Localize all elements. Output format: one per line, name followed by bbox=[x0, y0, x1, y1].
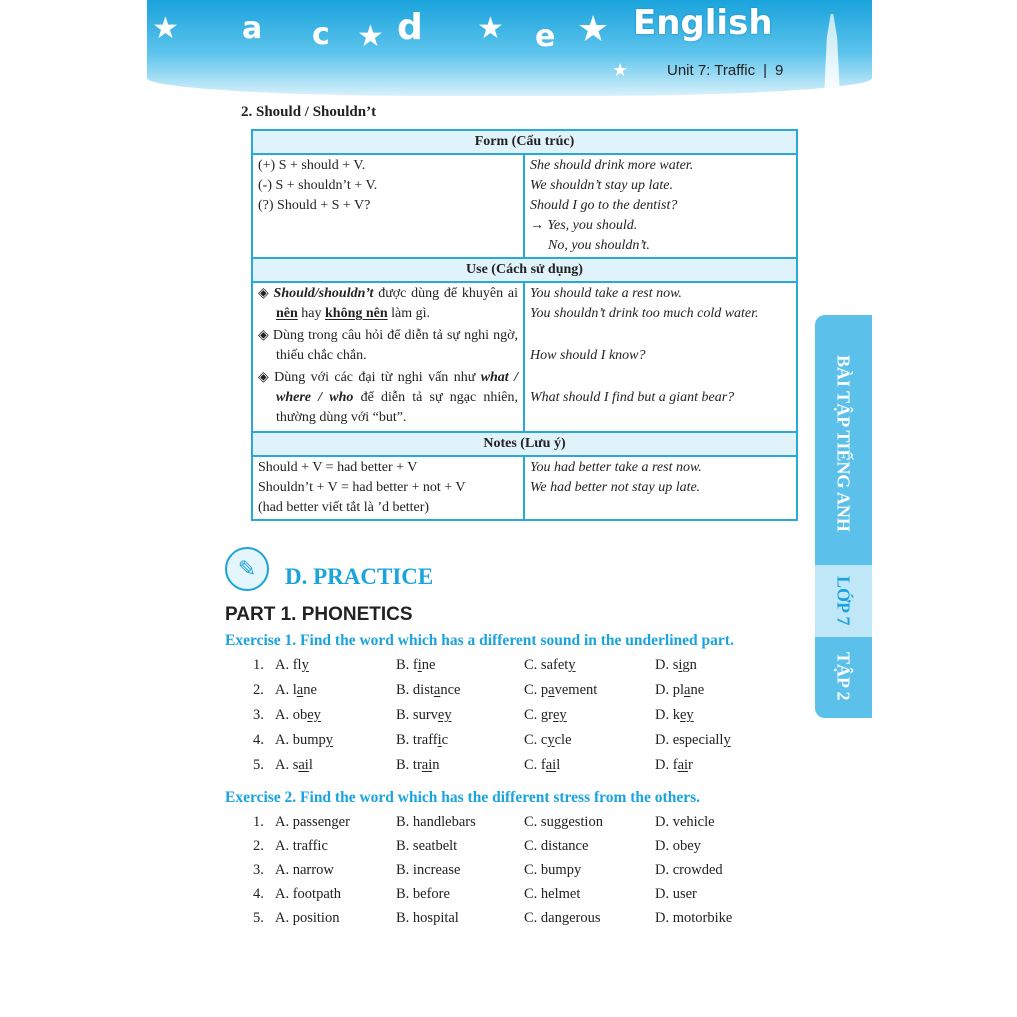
example: We had better not stay up late. bbox=[530, 480, 701, 495]
example: How should I know? bbox=[530, 348, 646, 363]
exercise1-title: Exercise 1. Find the word which has a different sound in the underlined part. bbox=[225, 632, 734, 649]
practice-heading bbox=[225, 547, 800, 591]
option-b: B. before bbox=[396, 886, 450, 902]
option-b: B. increase bbox=[396, 862, 461, 878]
page-number: 9 bbox=[775, 62, 784, 79]
option-b: B. distance bbox=[396, 682, 461, 698]
option-b: B. survey bbox=[396, 707, 452, 723]
option-c: C. fail bbox=[524, 757, 561, 773]
option-c: C. distance bbox=[524, 838, 589, 854]
exercise-item bbox=[253, 730, 800, 755]
option-d: D. user bbox=[655, 886, 697, 902]
option-d: D. crowded bbox=[655, 862, 723, 878]
item-number: 2. bbox=[253, 682, 264, 698]
tower-icon bbox=[819, 14, 845, 94]
side-tab-grade: LỚP 7 bbox=[833, 576, 854, 626]
banner-letter: c bbox=[312, 17, 330, 52]
note-line: Should + V = had better + V bbox=[258, 460, 418, 475]
item-number: 1. bbox=[253, 814, 264, 830]
option-a: A. obey bbox=[275, 707, 321, 723]
exercise-item bbox=[253, 680, 800, 705]
notes-examples bbox=[524, 456, 797, 520]
example: You shouldn’t drink too much cold water. bbox=[530, 306, 759, 321]
banner-letter: e bbox=[535, 19, 556, 54]
notes-rules bbox=[252, 456, 524, 520]
star-icon: ★ bbox=[152, 11, 179, 46]
item-number: 2. bbox=[253, 838, 264, 854]
option-d: D. especially bbox=[655, 732, 731, 748]
option-a: A. bumpy bbox=[275, 732, 333, 748]
example: No, you shouldn’t. bbox=[548, 238, 650, 253]
exercise-item bbox=[253, 655, 800, 680]
use-item: ◈ Dùng trong câu hỏi để diễn tả sự nghi ngờ, thiếu chắc chắn. bbox=[258, 328, 518, 363]
practice-title: D. PRACTICE bbox=[285, 564, 434, 589]
side-tab-volume: TẬP 2 bbox=[833, 651, 854, 701]
option-a: A. traffic bbox=[275, 838, 328, 854]
option-d: D. vehicle bbox=[655, 814, 715, 830]
item-number: 5. bbox=[253, 910, 264, 926]
option-c: C. grey bbox=[524, 707, 567, 723]
option-c: C. suggestion bbox=[524, 814, 603, 830]
item-number: 4. bbox=[253, 886, 264, 902]
unit-title: Unit 7: Traffic bbox=[667, 62, 756, 79]
option-a: A. position bbox=[275, 910, 340, 926]
option-b: B. fine bbox=[396, 657, 436, 673]
option-d: D. obey bbox=[655, 838, 701, 854]
option-a: A. narrow bbox=[275, 862, 334, 878]
option-a: A. fly bbox=[275, 657, 309, 673]
item-number: 3. bbox=[253, 707, 264, 723]
example: She should drink more water. bbox=[530, 158, 694, 173]
grammar-table bbox=[251, 129, 798, 521]
example: You should take a rest now. bbox=[530, 286, 682, 301]
exercise-item bbox=[253, 860, 800, 884]
item-number: 4. bbox=[253, 732, 264, 748]
notes-header: Notes (Lưu ý) bbox=[252, 432, 797, 456]
option-c: C. dangerous bbox=[524, 910, 601, 926]
option-c: C. cycle bbox=[524, 732, 572, 748]
side-tab bbox=[815, 315, 872, 718]
use-examples bbox=[524, 282, 797, 432]
use-descriptions bbox=[252, 282, 524, 432]
form-line: (-) S + shouldn’t + V. bbox=[258, 178, 378, 193]
part-title: PART 1. PHONETICS bbox=[225, 604, 413, 625]
option-a: A. footpath bbox=[275, 886, 342, 902]
option-b: B. seatbelt bbox=[396, 838, 458, 854]
option-c: C. pavement bbox=[524, 682, 598, 698]
example: What should I find but a giant bear? bbox=[530, 390, 735, 405]
banner-letter: a bbox=[242, 11, 263, 46]
option-b: B. train bbox=[396, 757, 440, 773]
section-title: 2. Should / Shouldn’t bbox=[241, 104, 377, 120]
note-line: (had better viết tắt là ’d better) bbox=[258, 500, 430, 515]
exercise2-title: Exercise 2. Find the word which has the different stress from the others. bbox=[225, 789, 701, 806]
form-structures bbox=[252, 154, 524, 258]
form-line: (?) Should + S + V? bbox=[258, 198, 371, 213]
exercise-item bbox=[253, 836, 800, 860]
star-icon: ★ bbox=[477, 11, 504, 46]
star-icon: ★ bbox=[357, 19, 384, 54]
star-icon: ★ bbox=[612, 60, 629, 81]
option-c: C. helmet bbox=[524, 886, 581, 902]
running-header: Unit 7: Traffic | 9 bbox=[667, 62, 784, 79]
option-b: B. hospital bbox=[396, 910, 459, 926]
brand-title: English bbox=[633, 3, 773, 43]
option-d: D. plane bbox=[655, 682, 705, 698]
option-d: D. fair bbox=[655, 757, 693, 773]
example: Should I go to the dentist? bbox=[530, 198, 678, 213]
form-examples bbox=[524, 154, 797, 258]
notepad-pencil-icon: ✎ bbox=[225, 547, 269, 591]
content-column bbox=[225, 103, 800, 932]
item-number: 1. bbox=[253, 657, 264, 673]
option-b: B. handlebars bbox=[396, 814, 476, 830]
item-number: 5. bbox=[253, 757, 264, 773]
option-d: D. sign bbox=[655, 657, 697, 673]
header-banner bbox=[147, 0, 872, 96]
exercise1-list bbox=[253, 655, 800, 780]
option-a: A. sail bbox=[275, 757, 313, 773]
use-item: ◈ Should/shouldn’t được dùng để khuyên ai nên hay không nên làm gì. bbox=[258, 286, 518, 321]
exercise-item bbox=[253, 755, 800, 780]
exercise-item bbox=[253, 908, 800, 932]
option-a: A. lane bbox=[275, 682, 317, 698]
side-tab-title: BÀI TẬP TIẾNG ANH bbox=[833, 354, 854, 532]
exercise2-list bbox=[253, 812, 800, 932]
star-icon: ★ bbox=[577, 9, 610, 50]
option-c: C. bumpy bbox=[524, 862, 582, 878]
note-line: Shouldn’t + V = had better + not + V bbox=[258, 480, 466, 495]
option-b: B. traffic bbox=[396, 732, 449, 748]
option-d: D. key bbox=[655, 707, 694, 723]
option-d: D. motorbike bbox=[655, 910, 733, 926]
use-item: ◈ Dùng với các đại từ nghi vấn như what / where / who để diễn tả sự ngạc nhiên, thường dùng với “but”. bbox=[258, 370, 518, 425]
exercise-item bbox=[253, 812, 800, 836]
form-line: (+) S + should + V. bbox=[258, 158, 366, 173]
item-number: 3. bbox=[253, 862, 264, 878]
form-header: Form (Cấu trúc) bbox=[252, 130, 797, 154]
exercise-item bbox=[253, 884, 800, 908]
use-header: Use (Cách sử dụng) bbox=[252, 258, 797, 282]
banner-letter: d bbox=[397, 7, 423, 48]
example: We shouldn’t stay up late. bbox=[530, 178, 673, 193]
example: → Yes, you should. bbox=[530, 218, 638, 233]
option-a: A. passenger bbox=[275, 814, 350, 830]
example: You had better take a rest now. bbox=[530, 460, 702, 475]
exercise-item bbox=[253, 705, 800, 730]
option-c: C. safety bbox=[524, 657, 576, 673]
